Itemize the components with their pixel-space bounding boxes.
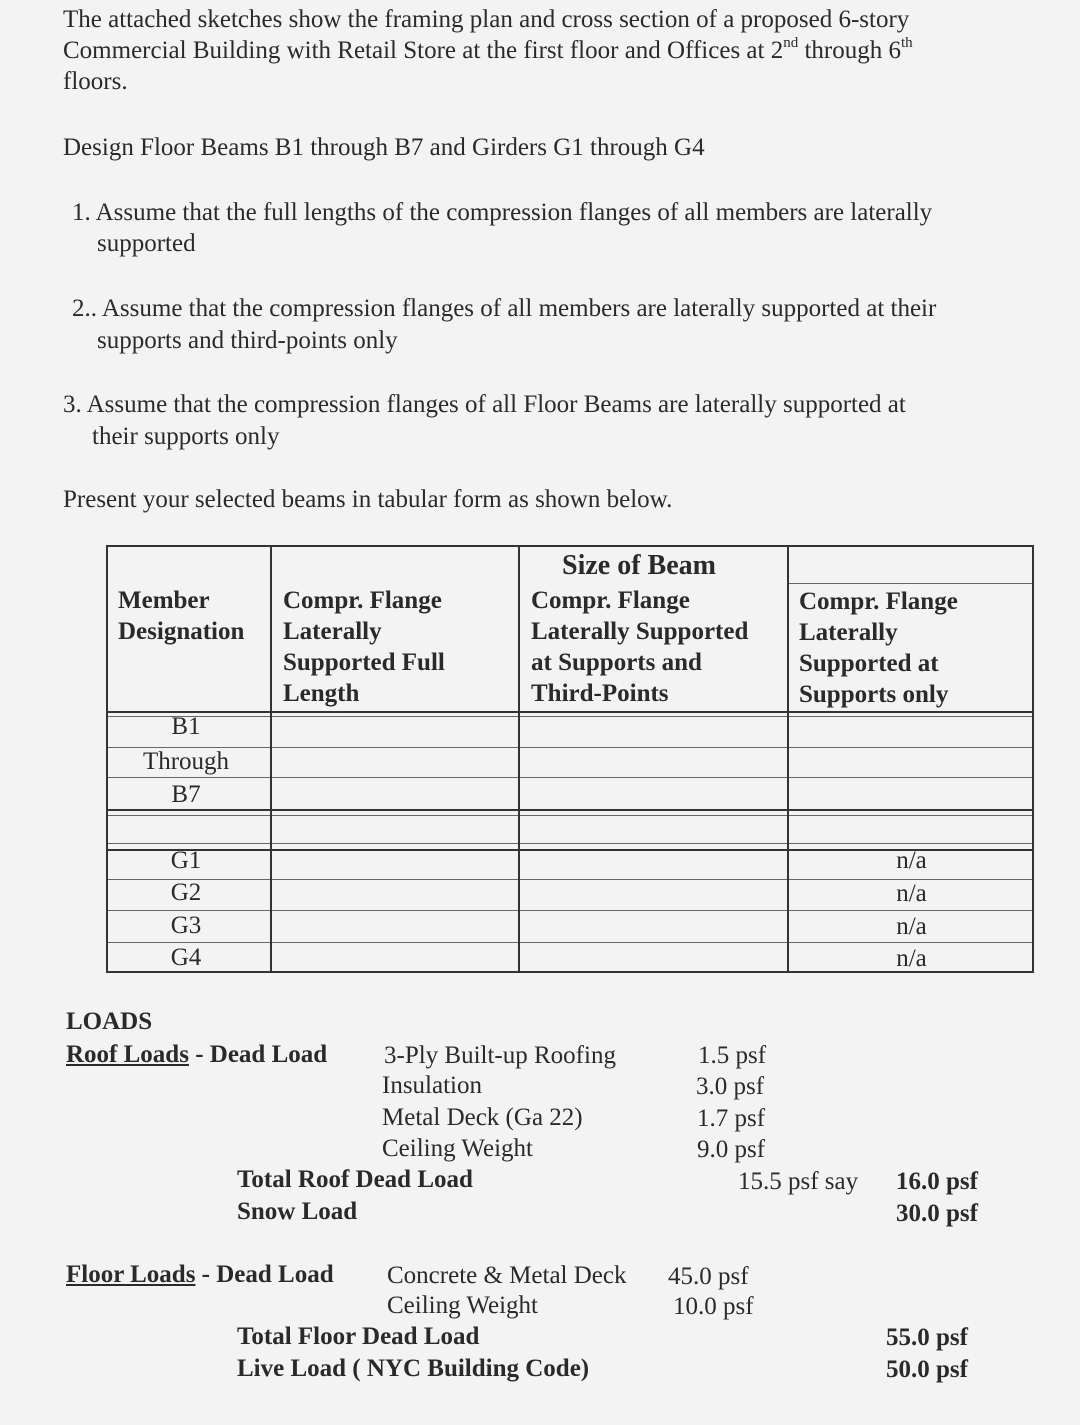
item-2-line-1: 2.. Assume that the compression flanges of all members are laterally supported at their (72, 295, 937, 322)
intro-line-1: The attached sketches show the framing plan and cross section of a proposed 6-story (63, 6, 910, 33)
item-2-line-2: supports and third-points only (97, 327, 398, 354)
g3-supports-only-value: n/a (896, 913, 927, 940)
roof-value-metal-deck: 1.7 psf (697, 1105, 766, 1132)
item-1-line-1: 1. Assume that the full lengths of the compression flanges of all members are laterally (72, 199, 933, 226)
loads-heading: LOADS (66, 1008, 153, 1035)
row-label-b1: B1 (171, 713, 201, 740)
row-label-through: Through (142, 748, 230, 775)
beam-selection-table (106, 545, 1034, 973)
floor-value-concrete: 45.0 psf (668, 1263, 749, 1290)
row-label-g1: G1 (170, 847, 202, 874)
design-instruction: Design Floor Beams B1 through B7 and Girders G1 through G4 (63, 134, 705, 161)
snow-load-value: 30.0 psf (896, 1200, 978, 1227)
col-full-length-header: Compr. Flange Laterally Supported Full Length (283, 587, 445, 707)
item-3-line-2: their supports only (92, 423, 280, 450)
live-load-value: 50.0 psf (886, 1356, 968, 1383)
total-floor-dead-load-value: 55.0 psf (886, 1324, 968, 1351)
row-label-g3: G3 (170, 912, 202, 939)
col-supports-only-header: Compr. Flange Laterally Supported at Supports only (799, 588, 958, 708)
floor-item-ceiling: Ceiling Weight (387, 1292, 538, 1319)
present-instruction: Present your selected beams in tabular form as shown below. (63, 486, 673, 513)
item-3-line-1: 3. Assume that the compression flanges of all Floor Beams are laterally supported at (63, 391, 906, 418)
floor-value-ceiling: 10.0 psf (673, 1293, 754, 1320)
intro-line-3: floors. (63, 68, 128, 95)
size-of-beam-header: Size of Beam (562, 550, 716, 581)
roof-item-insulation: Insulation (382, 1072, 482, 1099)
g1-supports-only-value: n/a (896, 847, 927, 874)
snow-load-label: Snow Load (237, 1198, 358, 1225)
total-floor-dead-load-label: Total Floor Dead Load (237, 1323, 480, 1350)
floor-loads-label: Floor Loads - Dead Load (66, 1261, 334, 1288)
roof-value-roofing: 1.5 psf (698, 1042, 767, 1069)
intro-line-2: Commercial Building with Retail Store at the first floor and Offices at 2nd through 6th (63, 34, 913, 64)
live-load-label: Live Load ( NYC Building Code) (237, 1355, 590, 1382)
roof-item-metal-deck: Metal Deck (Ga 22) (382, 1104, 583, 1131)
floor-item-concrete: Concrete & Metal Deck (387, 1262, 627, 1289)
roof-item-roofing: 3-Ply Built-up Roofing (384, 1042, 616, 1069)
total-roof-dead-load-label: Total Roof Dead Load (237, 1166, 473, 1193)
row-label-g2: G2 (170, 879, 202, 906)
col-member-header: Member Designation (118, 587, 245, 645)
col-third-points-header: Compr. Flange Laterally Supported at Supports and Third-Points (531, 587, 749, 707)
row-label-g4: G4 (170, 944, 202, 971)
row-label-b7: B7 (171, 781, 201, 808)
total-roof-dead-load-value: 15.5 psf say (738, 1168, 859, 1195)
g2-supports-only-value: n/a (896, 880, 927, 907)
item-1-line-2: supported (97, 230, 196, 257)
roof-value-insulation: 3.0 psf (696, 1073, 765, 1100)
total-roof-dead-load-say: 16.0 psf (896, 1168, 978, 1195)
roof-value-ceiling: 9.0 psf (697, 1136, 766, 1163)
g4-supports-only-value: n/a (896, 945, 927, 972)
roof-item-ceiling: Ceiling Weight (382, 1135, 533, 1162)
roof-loads-label: Roof Loads - Dead Load (66, 1041, 328, 1068)
